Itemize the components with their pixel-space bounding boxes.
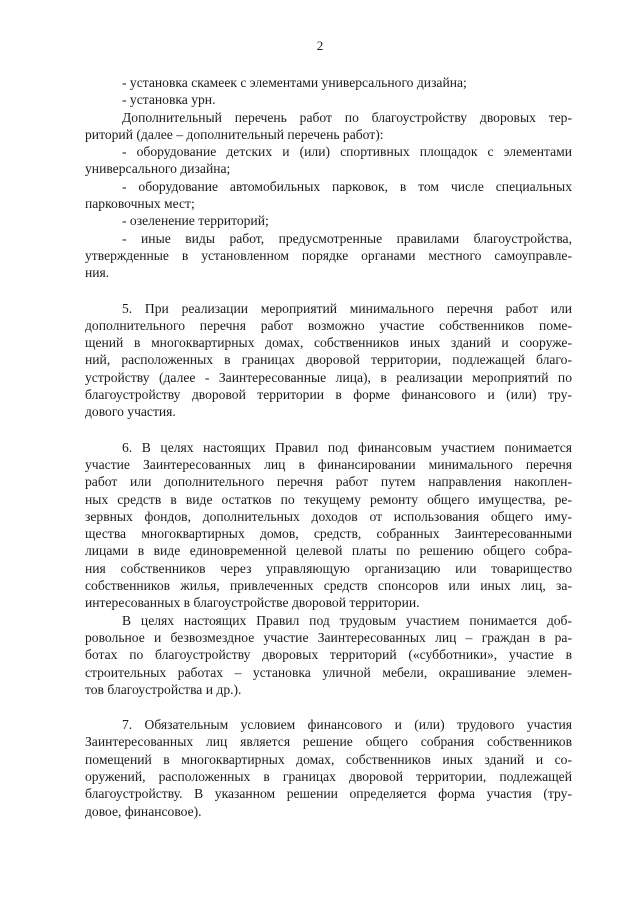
text-line: благоустройству дворовой территории в форме финансового и (или) тру- [85, 387, 572, 403]
text-line: 6. В целях настоящих Правил под финансовым участием понимается [122, 439, 572, 455]
text-line: щества многоквартирных домов, средств, собранных Заинтересованными [85, 526, 572, 542]
text-line: дового участия. [85, 404, 176, 420]
text-line: тов благоустройства и др.). [85, 681, 242, 697]
text-line: ния. [85, 265, 110, 281]
text-line: - озеленение территорий; [122, 213, 269, 229]
text-line: интересованных в благоустройстве дворовой территории. [85, 595, 420, 611]
text-line: - установка скамеек с элементами универсального дизайна; [122, 75, 467, 90]
text-line: 7. Обязательным условием финансового и (или) трудового участия [122, 717, 572, 733]
text-line: ний, расположенных в границах дворовой территории, подлежащей благо- [85, 352, 572, 368]
text-line: работ или дополнительного перечня работ путем направления накоплен- [85, 474, 572, 490]
text-line: ровольное и безвозмездное участие Заинтересованных лиц – граждан в ра- [85, 629, 572, 645]
paragraph-gap [85, 698, 572, 716]
text-line: помещений в многоквартирных домах, собственников иных зданий и со- [85, 751, 572, 767]
text-line: зервных фондов, дополнительных доходов от использования общего иму- [85, 508, 572, 524]
text-line: ных средств в виде остатков по текущему ремонту общего имущества, ре- [85, 491, 572, 507]
text-line: - установка урн. [122, 92, 216, 108]
text-line: В целях настоящих Правил под трудовым участием понимается доб- [122, 612, 572, 628]
text-line: щений в многоквартирных домах, собственников иных зданий и сооруже- [85, 335, 572, 351]
text-line: довое, финансовое). [85, 803, 202, 819]
text-line: парковочных мест; [85, 196, 195, 212]
text-line: дополнительного перечня работ возможно участие собственников поме- [85, 317, 572, 333]
text-line: собственников жилья, привлеченных средств спонсоров или иных лиц, за- [85, 578, 572, 594]
paragraph-gap [85, 282, 572, 300]
text-line: оружений, расположенных в границах дворовой территории, подлежащей [85, 768, 572, 784]
paragraph-gap [85, 421, 572, 439]
text-line: ботах по благоустройству дворовых территорий («субботники», участие в [85, 647, 572, 663]
text-line: - оборудование автомобильных парковок, в том числе специальных [122, 178, 572, 194]
page-number: 2 [316, 38, 324, 53]
text-line: Заинтересованных лиц является решение общего собрания собственников [85, 734, 572, 750]
text-line: 5. При реализации мероприятий минимального перечня работ или [122, 300, 572, 316]
text-line: - иные виды работ, предусмотренные правилами благоустройства, [122, 230, 572, 246]
text-line: Дополнительный перечень работ по благоустройству дворовых тер- [122, 109, 572, 125]
document-body [85, 74, 572, 820]
text-line: лицами в виде единовременной целевой платы по решению общего собра- [85, 543, 572, 559]
text-line: устройству (далее - Заинтересованные лица), в реализации мероприятий по [85, 369, 572, 385]
text-line: универсального дизайна; [85, 161, 231, 177]
text-line: риторий (далее – дополнительный перечень работ): [85, 126, 384, 142]
text-line: благоустройству. В указанном решении определяется форма участия (тру- [85, 786, 572, 802]
text-line: ния собственников через управляющую организацию или товарищество [85, 560, 572, 576]
text-line: - оборудование детских и (или) спортивных площадок с элементами [122, 144, 572, 160]
text-line: строительных работах – установка уличной мебели, окрашивание элемен- [85, 664, 572, 680]
text-line: участие Заинтересованных лиц в финансировании минимального перечня [85, 456, 572, 472]
text-line: утвержденные в установленном порядке органами местного самоуправле- [85, 247, 572, 263]
